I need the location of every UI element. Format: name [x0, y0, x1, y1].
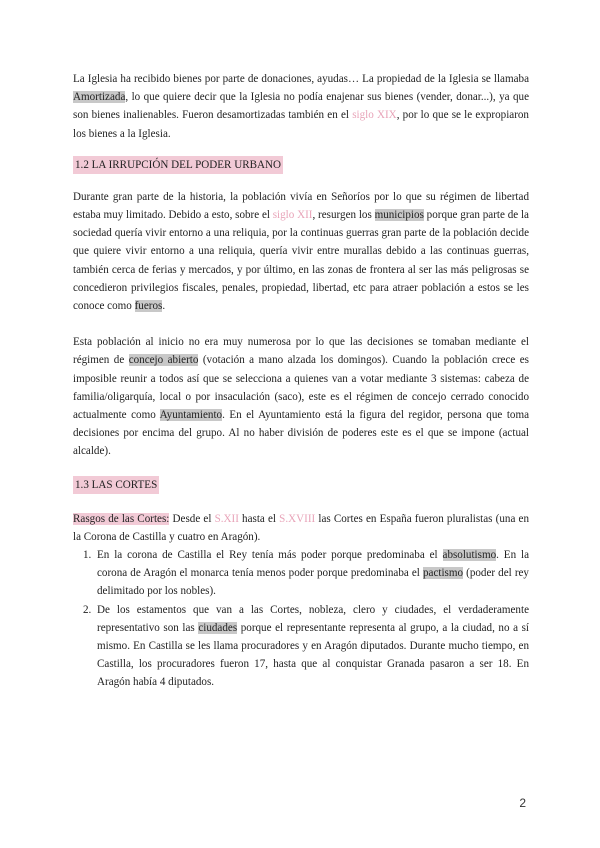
document-page	[73, 70, 529, 692]
list-number: 2.	[83, 603, 92, 616]
text-run: , lo que quiere decir que la Iglesia no podía enajenar sus bienes (vender, donar...), ya que son bienes inalienables. Fueron desamortizadas también en el	[73, 91, 529, 122]
highlight-concejo-abierto: concejo abierto	[128, 354, 199, 367]
paragraph-rasgos	[73, 510, 529, 546]
highlight-pactismo: pactismo	[422, 567, 464, 580]
paragraph-iglesia	[73, 70, 529, 143]
text-run: (poder del rey delimitado por los nobles).	[97, 567, 529, 598]
highlight-siglo-xix: siglo XIX	[352, 109, 397, 122]
highlight-ciudades: ciudades	[198, 621, 238, 634]
label-rasgos-cortes: Rasgos de las Cortes:	[73, 512, 170, 525]
highlight-fueros: fueros	[134, 300, 163, 313]
highlight-siglo-xii: siglo XII	[272, 209, 313, 222]
highlight-absolutismo: absolutismo	[442, 549, 497, 562]
section-heading-poder-urbano: 1.2 LA IRRUPCIÓN DEL PODER URBANO	[73, 156, 283, 174]
text-run: Durante gran parte de la historia, la población vivía en Señoríos por lo que su régimen de libertad estaba muy limitado. Debido a esto, sobre el	[73, 190, 529, 222]
text-run: las Cortes en España fueron pluralistas (una en la Corona de Castilla y cuatro en Aragón).	[73, 512, 529, 543]
text-run: (votación a mano alzada los domingos). Cuando la población crece es imposible reunir a todos así que se selecciona a quienes van a votar mediante 3 sistemas: cabeza de familia/oligarquía, local o por insaculación (saco), este es el régimen de concejo cerrado conocido actualmente como	[73, 354, 529, 422]
text-run: Esta población al inicio no era muy numerosa por lo que las decisiones se tomaban mediante el régimen de	[73, 336, 529, 367]
text-run: hasta el	[238, 512, 280, 525]
list-item	[73, 546, 529, 601]
text-run: . En la corona de Aragón el monarca tenía menos poder porque predominaba el	[97, 549, 529, 580]
highlight-municipios: municipios	[374, 209, 424, 222]
text-run: . En el Ayuntamiento está la figura del regidor, persona que toma decisiones por encima del grupo. Al no haber división de poderes este es el que se impone (actual alcalde).	[73, 409, 530, 458]
text-run: , resurgen los	[312, 209, 375, 222]
numbered-list	[73, 546, 529, 692]
list-item	[73, 601, 529, 692]
text-run: En la corona de Castilla el Rey tenía más poder porque predominaba el	[97, 549, 443, 562]
highlight-amortizada: Amortizada	[73, 91, 126, 104]
page-number: 2	[519, 796, 526, 810]
paragraph-concejo	[73, 333, 529, 460]
text-run: De los estamentos que van a las Cortes, nobleza, clero y ciudades, el verdaderamente representativo son las	[97, 603, 529, 634]
paragraph-senorios	[73, 188, 529, 315]
highlight-s-xii: S.XII	[214, 512, 239, 525]
text-run: Desde el	[169, 512, 215, 525]
section-heading-las-cortes: 1.3 LAS CORTES	[73, 476, 159, 494]
text-run: La Iglesia ha recibido bienes por parte de donaciones, ayudas… La propiedad de la Iglesia se llamaba	[73, 73, 529, 85]
highlight-s-xviii: S.XVIII	[279, 512, 316, 525]
highlight-ayuntamiento: Ayuntamiento	[159, 409, 223, 422]
list-number: 1.	[83, 549, 92, 562]
text-run: .	[162, 300, 166, 313]
text-run: porque gran parte de la sociedad quería vivir entorno a una reliquia, por la continuas guerras gran parte de la población decide que quiere vivir entorno a una reliquia, quería vivir entre murallas debido a las continuas guerras, también cerca de ferias y mercados, y por último, en las zonas de frontera al ser las más peligrosas se concedieron privilegios fiscales, penales, propiedad, libertad, etc para atraer población a estos se les conoce como	[73, 209, 529, 313]
text-run: porque el representante representa al grupo, a la ciudad, no a sí mismo. En Castilla se les llama procuradores y en Aragón diputados. Durante mucho tiempo, en Castilla, los procuradores fueron 17, hasta que al conquistar Granada pasaron a ser 18. En Aragón había 4 diputados.	[97, 621, 530, 689]
text-run: , por lo que se le expropiaron los bienes a la Iglesia.	[73, 109, 529, 140]
